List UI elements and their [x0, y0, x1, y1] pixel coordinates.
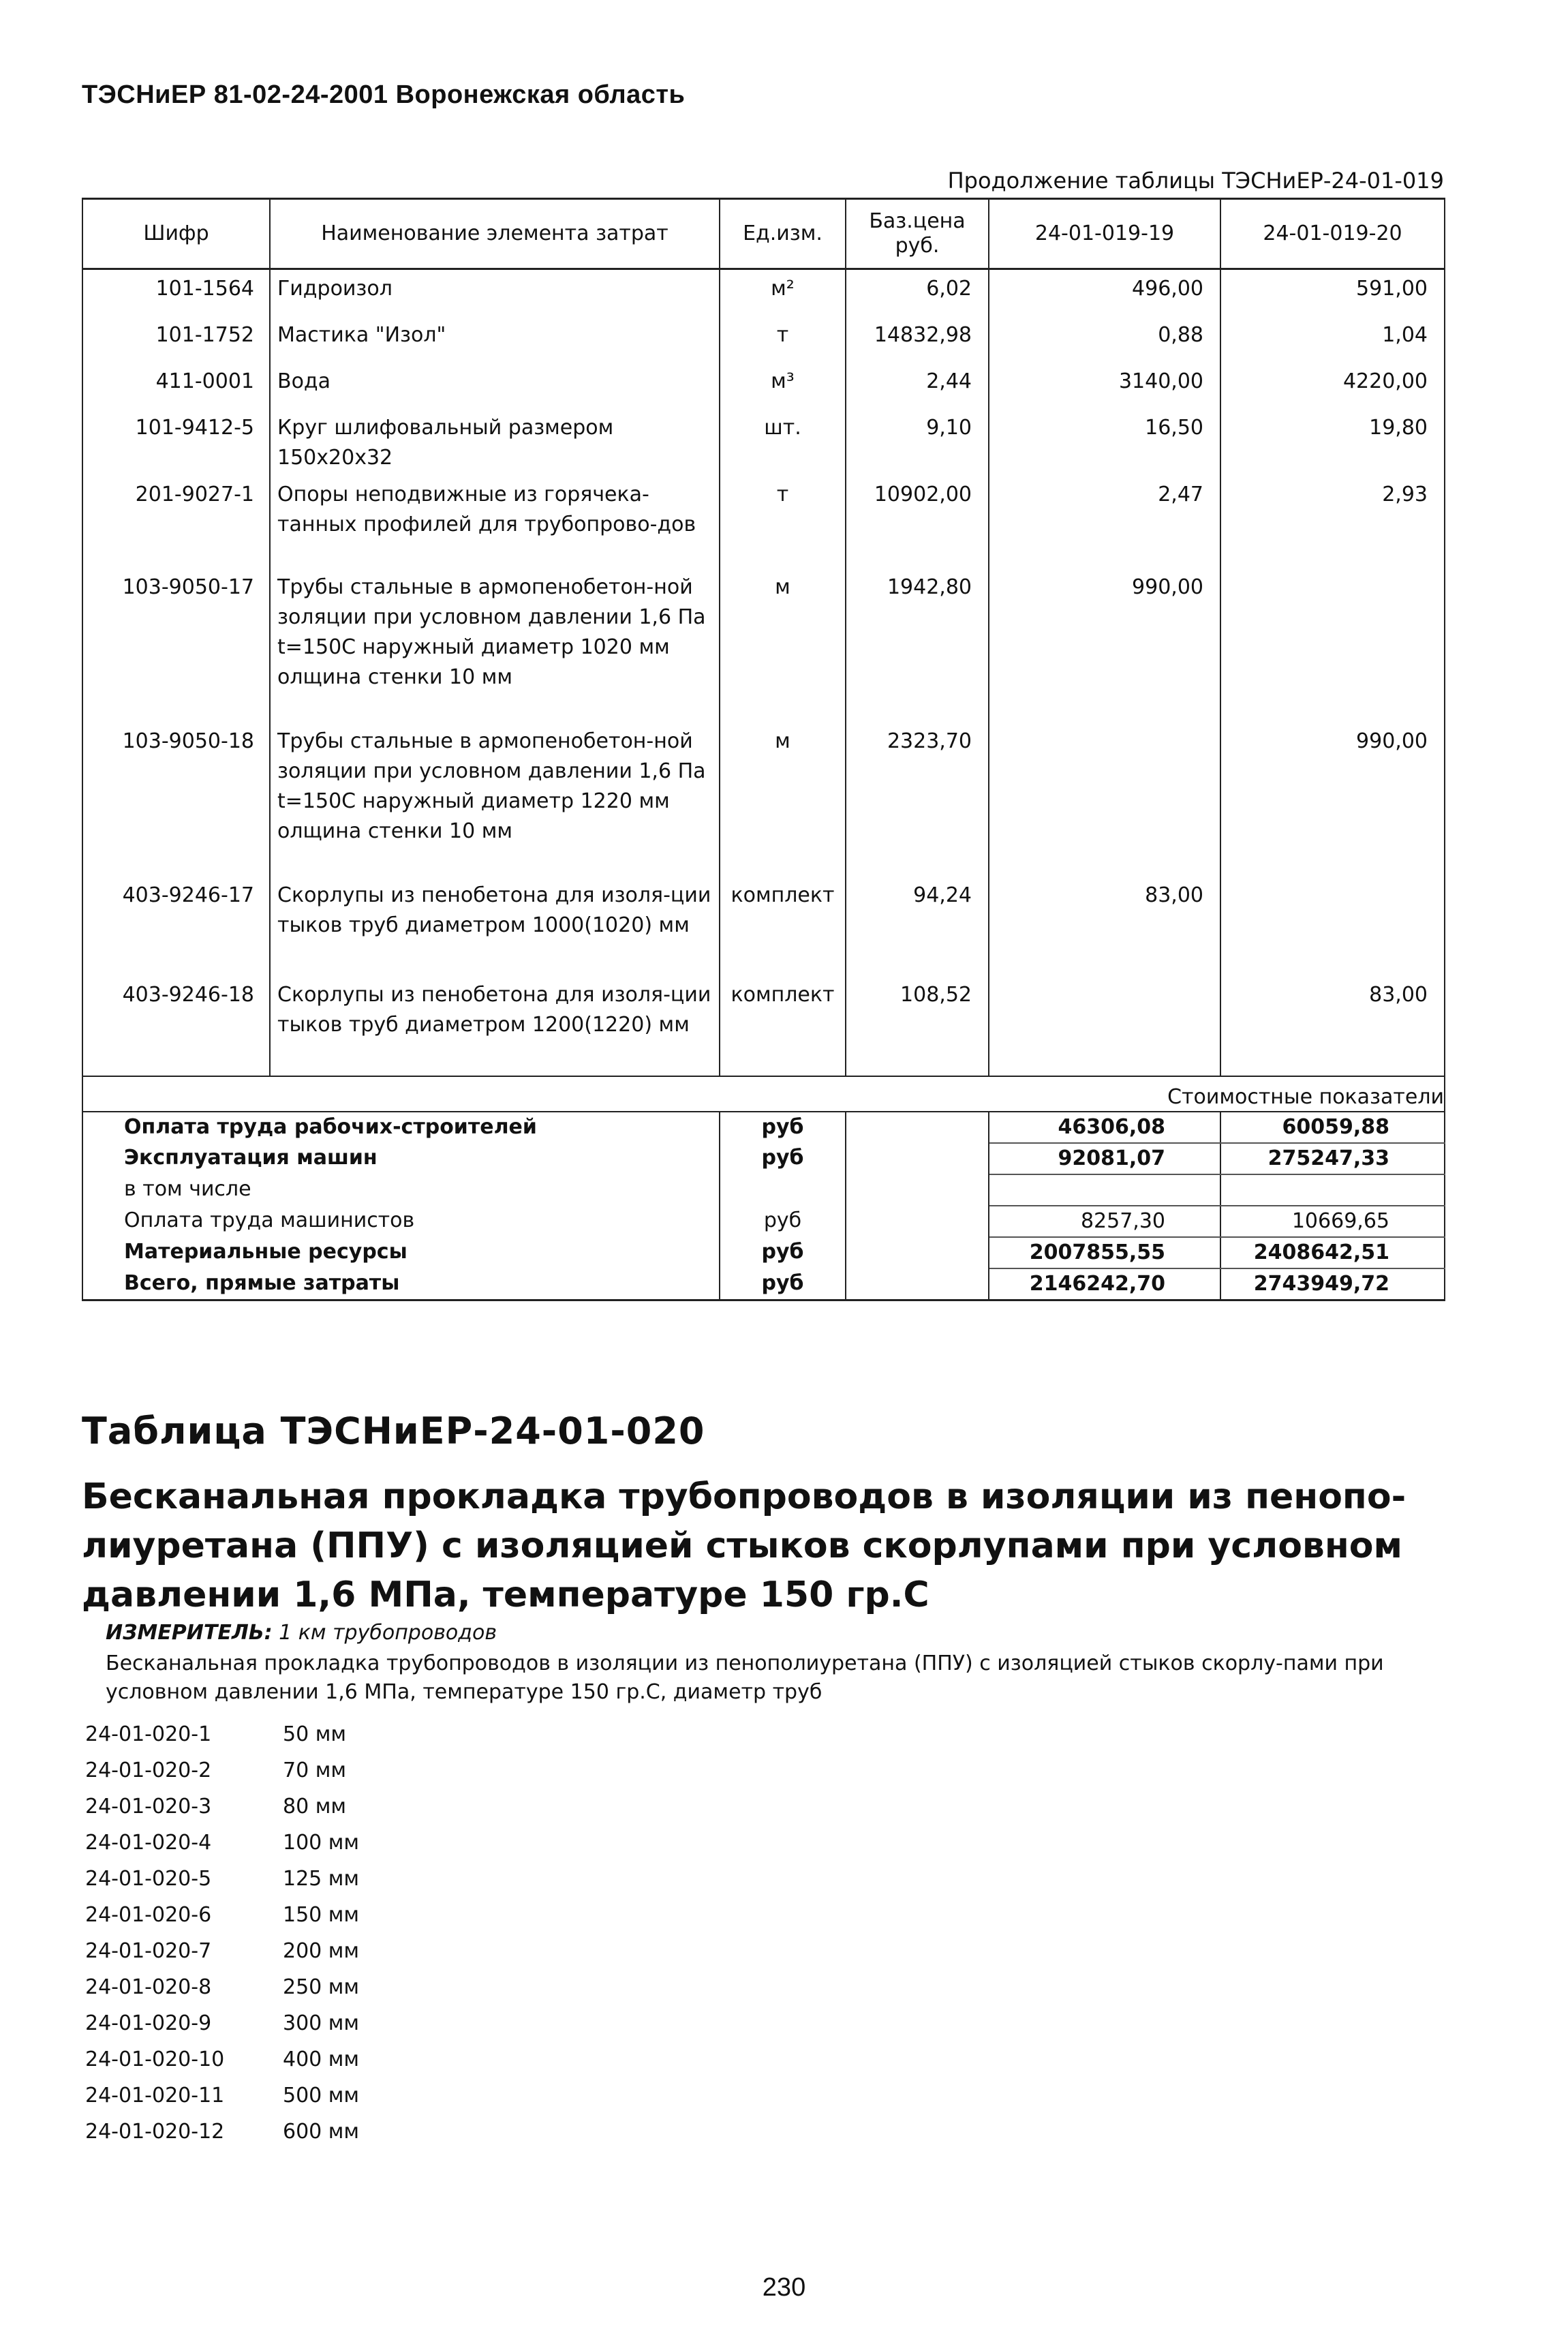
list-item: [85, 1789, 359, 1825]
list-item: [85, 1861, 359, 1897]
table-row: [82, 976, 1445, 1076]
section-title: Таблица ТЭСНиЕР-24-01-020: [82, 1410, 705, 1452]
cell-name: Вода: [270, 363, 720, 409]
total-019-19: [989, 1174, 1220, 1206]
col-header-20: 24-01-019-20: [1220, 199, 1445, 269]
total-019-19: 8257,30: [989, 1206, 1220, 1237]
total-row: [82, 1112, 1445, 1143]
cell-name: Круг шлифовальный размером 150х20х32: [270, 409, 720, 476]
total-unit: руб: [720, 1143, 846, 1174]
item-code: 24-01-020-3: [85, 1795, 212, 1818]
cell-019-19: 496,00: [989, 269, 1220, 317]
cell-code: 411-0001: [82, 363, 270, 409]
item-size: 200 мм: [283, 1939, 360, 1963]
cell-price: 2323,70: [846, 722, 989, 877]
cell-name: Опоры неподвижные из горячека-танных профилей для трубопрово-дов: [270, 476, 720, 568]
cell-019-19: 0,88: [989, 316, 1220, 363]
cell-019-20: [1220, 568, 1445, 722]
cell-019-19: [989, 976, 1220, 1076]
cell-unit: м: [720, 722, 846, 877]
cell-code: 101-9412-5: [82, 409, 270, 476]
total-019-20: 60059,88: [1220, 1112, 1445, 1143]
cell-019-20: 19,80: [1220, 409, 1445, 476]
cell-019-20: 591,00: [1220, 269, 1445, 317]
item-size: 600 мм: [283, 2120, 360, 2144]
cell-code: 403-9246-18: [82, 976, 270, 1076]
table-row: [82, 409, 1445, 476]
cell-unit: м: [720, 568, 846, 722]
cell-code: 403-9246-17: [82, 877, 270, 976]
running-header: ТЭСНиЕР 81-02-24-2001 Воронежская область: [82, 80, 686, 109]
col-header-19: 24-01-019-19: [989, 199, 1220, 269]
cell-unit: комплект: [720, 877, 846, 976]
cost-indicators: [82, 1076, 1445, 1300]
cell-name: Трубы стальные в армопенобетон-ной золяции при условном давлении 1,6 Па t=150С наружный диаметр 1020 мм олщина стенки 10 мм: [270, 568, 720, 722]
item-size: 300 мм: [283, 2011, 360, 2035]
meter-description: Бесканальная прокладка трубопроводов в изоляции из пенополиуретана (ППУ) с изоляцией стыков скорлу-пами при условном давлении 1,6 МПа, температуре 150 гр.С, диаметр труб: [106, 1652, 1384, 1704]
col-header-code: Шифр: [82, 199, 270, 269]
item-size: 50 мм: [283, 1722, 346, 1746]
cell-price: 10902,00: [846, 476, 989, 568]
total-019-20: 2408642,51: [1220, 1237, 1445, 1268]
cell-019-19: 83,00: [989, 877, 1220, 976]
cell-code: 103-9050-17: [82, 568, 270, 722]
item-size: 125 мм: [283, 1867, 360, 1891]
item-code: 24-01-020-9: [85, 2011, 212, 2035]
meter-value: 1 км трубопроводов: [279, 1621, 497, 1645]
item-code: 24-01-020-11: [85, 2084, 225, 2107]
cell-price: 6,02: [846, 269, 989, 317]
total-label: Эксплуатация машин: [82, 1143, 720, 1174]
cell-019-19: 2,47: [989, 476, 1220, 568]
cell-unit: м³: [720, 363, 846, 409]
total-label: Всего, прямые затраты: [82, 1268, 720, 1300]
total-row: [82, 1268, 1445, 1300]
list-item: [85, 1825, 359, 1861]
cost-label-row: [82, 1076, 1445, 1112]
list-item: [85, 2077, 359, 2114]
table-row: [82, 568, 1445, 722]
item-size: 100 мм: [283, 1831, 360, 1855]
list-item: [85, 1716, 359, 1752]
cell-019-20: 1,04: [1220, 316, 1445, 363]
item-code: 24-01-020-10: [85, 2048, 225, 2071]
cell-name: Скорлупы из пенобетона для изоля-ции тыков труб диаметром 1200(1220) мм: [270, 976, 720, 1076]
table-row: [82, 316, 1445, 363]
cell-019-19: 16,50: [989, 409, 1220, 476]
cell-019-20: [1220, 877, 1445, 976]
item-code: 24-01-020-6: [85, 1903, 212, 1927]
cell-price: 9,10: [846, 409, 989, 476]
item-code: 24-01-020-4: [85, 1831, 212, 1855]
list-item: [85, 1897, 359, 1933]
total-019-19: 92081,07: [989, 1143, 1220, 1174]
total-unit: руб: [720, 1112, 846, 1143]
col-header-unit: Ед.изм.: [720, 199, 846, 269]
item-code: 24-01-020-8: [85, 1975, 212, 1999]
total-label: в том числе: [82, 1174, 720, 1206]
cell-price: 108,52: [846, 976, 989, 1076]
total-price-empty: [846, 1112, 989, 1143]
col-header-price: Баз.цена руб.: [846, 199, 989, 269]
table-row: [82, 269, 1445, 317]
total-price-empty: [846, 1206, 989, 1237]
list-item: [85, 2041, 359, 2077]
cost-label: Стоимостные показатели: [82, 1076, 1445, 1112]
item-code: 24-01-020-1: [85, 1722, 212, 1746]
total-label: Оплата труда машинистов: [82, 1206, 720, 1237]
total-019-19: 46306,08: [989, 1112, 1220, 1143]
cell-019-20: 83,00: [1220, 976, 1445, 1076]
cell-unit: т: [720, 316, 846, 363]
total-row: [82, 1206, 1445, 1237]
total-label: Материальные ресурсы: [82, 1237, 720, 1268]
cell-code: 101-1564: [82, 269, 270, 317]
cell-unit: комплект: [720, 976, 846, 1076]
list-item: [85, 1752, 359, 1789]
table-row: [82, 722, 1445, 877]
item-size: 80 мм: [283, 1795, 346, 1818]
cell-code: 201-9027-1: [82, 476, 270, 568]
item-size: 400 мм: [283, 2048, 360, 2071]
codes-list: [85, 1716, 359, 2150]
cell-unit: шт.: [720, 409, 846, 476]
total-unit: руб: [720, 1237, 846, 1268]
page-number: 230: [762, 2273, 806, 2302]
cell-019-19: [989, 722, 1220, 877]
total-price-empty: [846, 1174, 989, 1206]
total-row: [82, 1143, 1445, 1174]
total-price-empty: [846, 1143, 989, 1174]
list-item: [85, 2005, 359, 2041]
resource-table: [82, 198, 1445, 1301]
cell-price: 14832,98: [846, 316, 989, 363]
cell-019-20: 4220,00: [1220, 363, 1445, 409]
table-row: [82, 476, 1445, 568]
item-size: 500 мм: [283, 2084, 360, 2107]
list-item: [85, 2114, 359, 2150]
continuation-caption: Продолжение таблицы ТЭСНиЕР-24-01-019: [947, 168, 1444, 194]
cell-code: 101-1752: [82, 316, 270, 363]
resource-rows: [82, 269, 1445, 1077]
total-019-20: 275247,33: [1220, 1143, 1445, 1174]
cell-name: Мастика "Изол": [270, 316, 720, 363]
cell-019-20: 990,00: [1220, 722, 1445, 877]
cell-unit: т: [720, 476, 846, 568]
total-019-20: 2743949,72: [1220, 1268, 1445, 1300]
total-019-19: 2007855,55: [989, 1237, 1220, 1268]
total-019-20: [1220, 1174, 1445, 1206]
item-code: 24-01-020-7: [85, 1939, 212, 1963]
total-unit: руб: [720, 1268, 846, 1300]
total-019-19: 2146242,70: [989, 1268, 1220, 1300]
meter-line: [106, 1621, 497, 1645]
total-price-empty: [846, 1268, 989, 1300]
total-row: [82, 1237, 1445, 1268]
item-size: 70 мм: [283, 1759, 346, 1782]
item-size: 250 мм: [283, 1975, 360, 1999]
total-price-empty: [846, 1237, 989, 1268]
total-unit: руб: [720, 1206, 846, 1237]
total-row: [82, 1174, 1445, 1206]
meter-label: ИЗМЕРИТЕЛЬ:: [106, 1621, 273, 1645]
table-row: [82, 877, 1445, 976]
section-subtitle: Бесканальная прокладка трубопроводов в изоляции из пенопо-лиуретана (ППУ) с изоляцией стыков скорлупами при условном давлении 1,6 МПа, температуре 150 гр.С: [82, 1476, 1406, 1615]
list-item: [85, 1969, 359, 2005]
item-size: 150 мм: [283, 1903, 360, 1927]
total-019-20: 10669,65: [1220, 1206, 1445, 1237]
col-header-name: Наименование элемента затрат: [270, 199, 720, 269]
table-header-row: [82, 199, 1445, 269]
cell-name: Скорлупы из пенобетона для изоля-ции тыков труб диаметром 1000(1020) мм: [270, 877, 720, 976]
cell-019-20: 2,93: [1220, 476, 1445, 568]
table-row: [82, 363, 1445, 409]
cell-price: 2,44: [846, 363, 989, 409]
cell-name: Гидроизол: [270, 269, 720, 317]
total-label: Оплата труда рабочих-строителей: [82, 1112, 720, 1143]
cell-019-19: 990,00: [989, 568, 1220, 722]
cell-unit: м²: [720, 269, 846, 317]
list-item: [85, 1933, 359, 1969]
total-unit: [720, 1174, 846, 1206]
cell-code: 103-9050-18: [82, 722, 270, 877]
cell-price: 1942,80: [846, 568, 989, 722]
item-code: 24-01-020-12: [85, 2120, 225, 2144]
item-code: 24-01-020-5: [85, 1867, 212, 1891]
cell-price: 94,24: [846, 877, 989, 976]
item-code: 24-01-020-2: [85, 1759, 212, 1782]
cell-019-19: 3140,00: [989, 363, 1220, 409]
cell-name: Трубы стальные в армопенобетон-ной золяции при условном давлении 1,6 Па t=150С наружный диаметр 1220 мм олщина стенки 10 мм: [270, 722, 720, 877]
